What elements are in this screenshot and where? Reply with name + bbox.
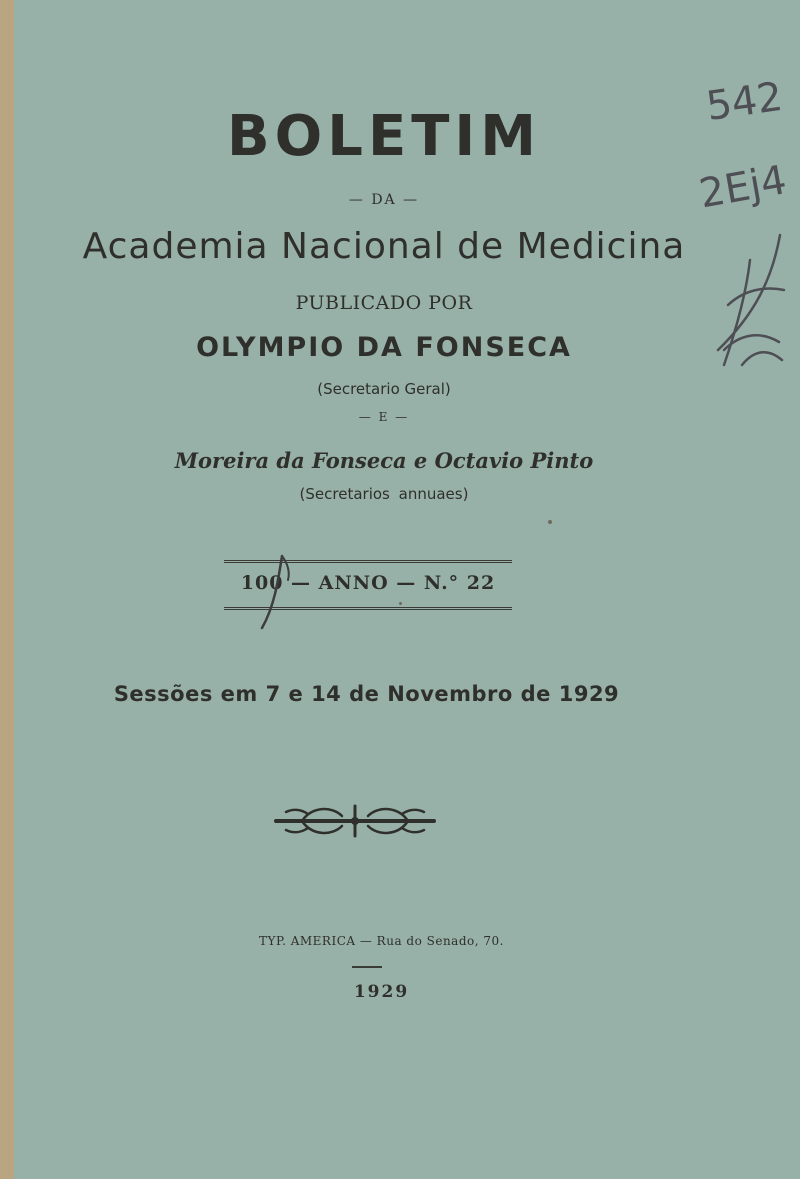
handwritten-annotations bbox=[684, 50, 800, 390]
printer-imprint: TYP. AMERICA — Rua do Senado, 70. bbox=[259, 934, 504, 948]
co-editors: Moreira da Fonseca e Octavio Pinto bbox=[174, 448, 594, 473]
published-by-label: PUBLICADO POR bbox=[295, 292, 473, 314]
ornament-icon bbox=[272, 800, 438, 842]
handwritten-note-2: 2Ej4 bbox=[695, 157, 790, 218]
cover-title: BOLETIM bbox=[227, 104, 541, 169]
institution-name: Academia Nacional de Medicina bbox=[82, 226, 686, 267]
pencil-strike-icon bbox=[254, 552, 304, 632]
publisher-name: OLYMPIO DA FONSECA bbox=[196, 332, 572, 363]
paper-speck bbox=[399, 602, 402, 605]
handwritten-note-1: 542 bbox=[703, 73, 786, 131]
connector-da: — DA — bbox=[348, 192, 420, 208]
co-editors-role: (Secretarios annuaes) bbox=[299, 485, 469, 503]
paper-speck bbox=[548, 520, 552, 524]
connector-e: — E — bbox=[358, 410, 410, 424]
book-cover bbox=[14, 0, 800, 1179]
short-rule bbox=[352, 966, 382, 968]
publication-year: 1929 bbox=[353, 982, 410, 1002]
publisher-role: (Secretario Geral) bbox=[317, 380, 451, 398]
pencil-scribble-icon bbox=[718, 235, 784, 365]
issue-number: 100 — ANNO — N.° 22 bbox=[240, 572, 496, 594]
sessions-date: Sessões em 7 e 14 de Novembro de 1929 bbox=[113, 682, 620, 706]
